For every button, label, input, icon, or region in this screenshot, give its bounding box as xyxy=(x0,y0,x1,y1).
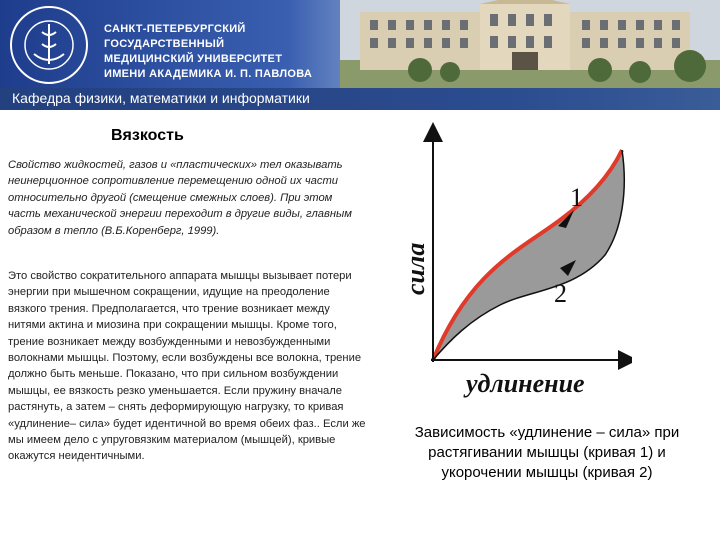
university-building-image xyxy=(340,0,720,88)
caption-line: укорочении мышцы (кривая 2) xyxy=(441,464,653,481)
body-paragraph: Это свойство сократительного аппарата мышцы вызывает потери энергии при мышечном сокращении, идущие на преодоление вязкого трения. Предполагается, что трение возникает между нитями актина и миозина при сокращении мышцы. Кроме того, трение возникает между возбужденными и невозбужденными волокнами мышцы. Поэтому, если возбуждены все волокна, трение должно быть меньше. Показано, что при сильном возбуждении мышцы, ее вязкость резко уменьшается. Если пружину вначале растянуть, а затем – снять деформирующую нагрузку, то кривая «удлинение– сила» будет идентичной во время обеих фаз.. Если же мы имеем дело с упруговязким материалом (мышцей), кривые окажутся неидентичными. xyxy=(8,270,366,463)
definition-quote: Свойство жидкостей, газов и «пластических» тел оказывать неинерционное сопротивление перемещению одной их части относительно другой (смещение смежных слоев). При этом часть механической энергии переходит в другие виды, главным образом в тепло (В.Б.Коренберг, 1999). xyxy=(8,159,352,237)
slide-title: Вязкость xyxy=(111,127,184,144)
curve-1-label: 1 xyxy=(570,183,583,212)
caption-line: растягивании мышцы (кривая 1) и xyxy=(428,444,666,461)
university-name-line: ИМЕНИ АКАДЕМИКА И. П. ПАВЛОВА xyxy=(104,68,313,80)
x-axis-label: удлинение xyxy=(466,369,585,398)
y-axis-label: сила xyxy=(401,242,430,295)
hysteresis-area xyxy=(433,150,624,360)
university-name-line: МЕДИЦИНСКИЙ УНИВЕРСИТЕТ xyxy=(104,53,283,65)
university-name-line: САНКТ-ПЕТЕРБУРГСКИЙ ГОСУДАРСТВЕННЫЙ xyxy=(104,23,246,50)
diagram-caption xyxy=(378,423,716,483)
university-logo xyxy=(6,4,92,86)
curve-2-label: 2 xyxy=(554,279,567,308)
university-name xyxy=(104,22,344,82)
department-bar xyxy=(0,88,720,110)
header-banner xyxy=(0,0,720,110)
force-elongation-diagram xyxy=(400,120,632,408)
caption-line: Зависимость «удлинение – сила» при xyxy=(414,424,680,441)
department-name: Кафедра физики, математики и информатики xyxy=(12,90,310,106)
